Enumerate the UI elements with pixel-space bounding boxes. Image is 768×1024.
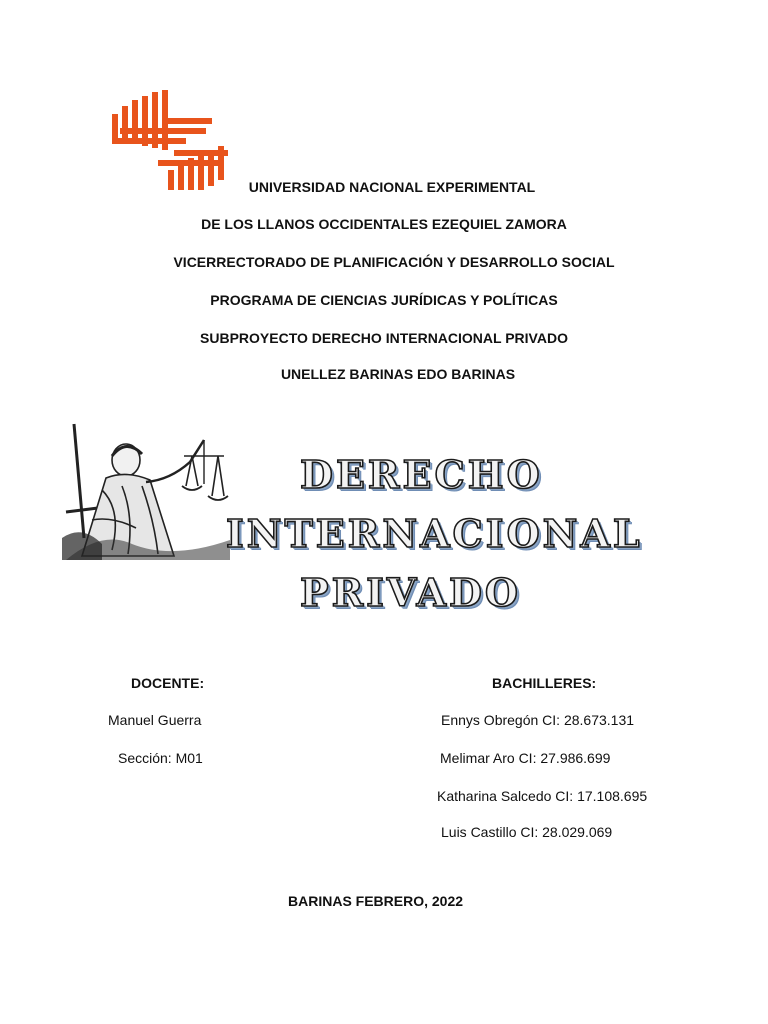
title-line-privado: PRIVADO xyxy=(300,570,522,615)
lady-justice-icon xyxy=(62,420,230,560)
vicerrectorado: VICERRECTORADO DE PLANIFICACIÓN Y DESARROLLO SOCIAL xyxy=(173,254,615,270)
programa: PROGRAMA DE CIENCIAS JURÍDICAS Y POLÍTICAS xyxy=(210,292,558,308)
subproyecto: SUBPROYECTO DERECHO INTERNACIONAL PRIVADO xyxy=(200,330,568,346)
docente-heading: DOCENTE: xyxy=(131,675,205,691)
university-region: DE LOS LLANOS OCCIDENTALES EZEQUIEL ZAMORA xyxy=(201,216,567,232)
title-line-derecho: DERECHO xyxy=(300,452,543,497)
university-name: UNIVERSIDAD NACIONAL EXPERIMENTAL xyxy=(248,179,536,195)
student-item: Ennys Obregón CI: 28.673.131 xyxy=(441,712,635,728)
docente-section: Sección: M01 xyxy=(118,750,203,766)
title-line-internacional: INTERNACIONAL xyxy=(226,511,643,556)
student-item: Luis Castillo CI: 28.029.069 xyxy=(441,824,613,840)
student-item: Melimar Aro CI: 27.986.699 xyxy=(440,750,611,766)
student-item: Katharina Salcedo CI: 17.108.695 xyxy=(437,788,648,804)
unellez-logo-icon xyxy=(108,88,230,192)
bachilleres-heading: BACHILLERES: xyxy=(492,675,597,691)
sede: UNELLEZ BARINAS EDO BARINAS xyxy=(280,366,516,382)
docente-name: Manuel Guerra xyxy=(108,712,202,728)
place-date: BARINAS FEBRERO, 2022 xyxy=(288,893,464,909)
